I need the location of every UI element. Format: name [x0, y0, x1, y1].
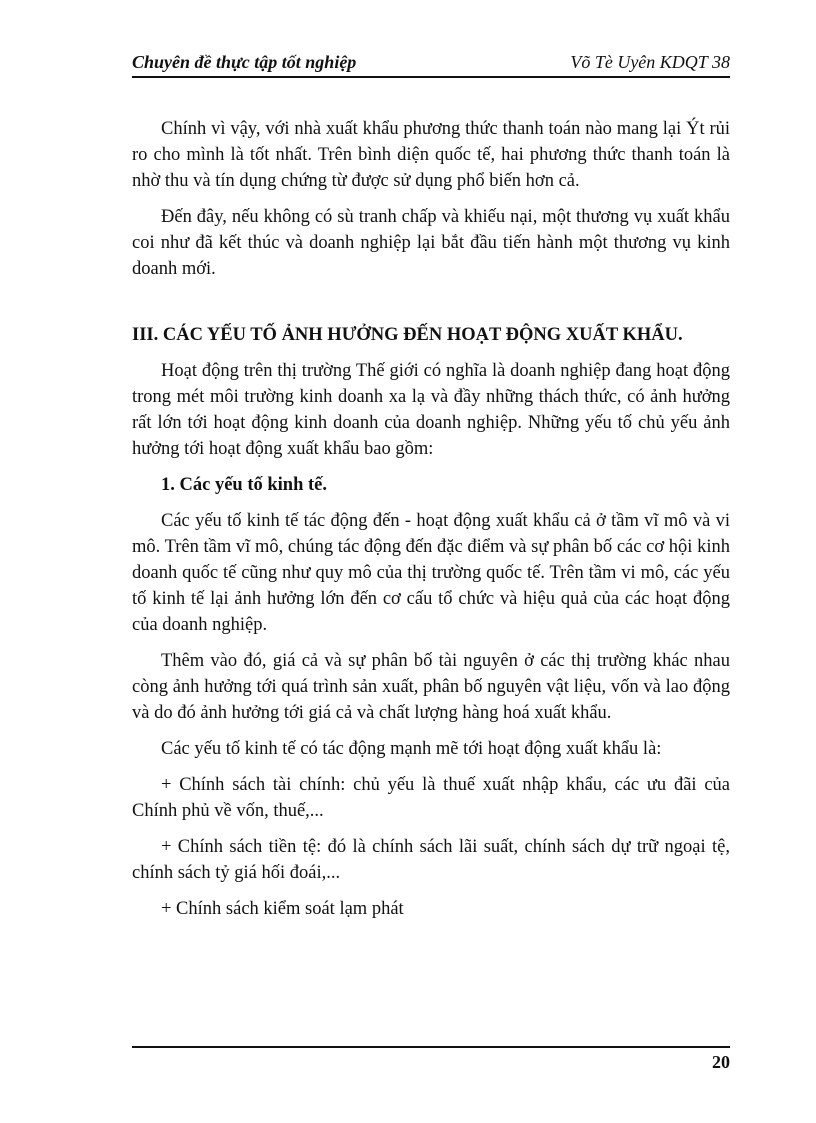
paragraph: Thêm vào đó, giá cả và sự phân bố tài nguyên ở các thị trường khác nhau còng ảnh hưởng tới quá trình sản xuất, phân bố nguyên vật liệu, vốn và lao động và do đó ảnh hưởng tới giá cả và chất lượng hàng hoá xuất khẩu. [132, 651, 730, 723]
header-rule [132, 76, 730, 78]
paragraph: Các yếu tố kinh tế có tác động mạnh mẽ tới hoạt động xuất khẩu là: [161, 739, 662, 759]
document-body [132, 116, 730, 932]
header-title: Chuyên đề thực tập tốt nghiệp [132, 52, 357, 72]
footer-rule [132, 1046, 730, 1048]
paragraph: + Chính sách kiểm soát lạm phát [161, 899, 404, 919]
paragraph: Đến đây, nếu không có sù tranh chấp và khiếu nại, một thương vụ xuất khẩu coi như đã kết thúc và doanh nghiệp lại bắt đầu tiến hành một thương vụ kinh doanh mới. [132, 207, 730, 279]
subheading: 1. Các yếu tố kinh tế. [161, 475, 327, 495]
paragraph: Các yếu tố kinh tế tác động đến - hoạt động xuất khẩu cả ở tầm vĩ mô và vi mô. Trên tầm vĩ mô, chúng tác động đến đặc điểm và sự phân bố các cơ hội kinh doanh quốc tế cũng như quy mô của thị trường quốc tế. Trên tầm vi mô, các yếu tố kinh tế lại ảnh hưởng lớn đến cơ cấu tổ chức và hiệu quả của các hoạt động của doanh nghiệp. [132, 511, 730, 635]
paragraph: + Chính sách tiền tệ: đó là chính sách lãi suất, chính sách dự trữ ngoại tệ, chính sách tỷ giá hối đoái,... [132, 837, 730, 883]
paragraph: Chính vì vậy, với nhà xuất khẩu phương thức thanh toán nào mang lại Ýt rủi ro cho mình là tốt nhất. Trên bình diện quốc tế, hai phương thức thanh toán là nhờ thu và tín dụng chứng từ được sử dụng phổ biến hơn cả. [132, 119, 730, 191]
page-header [132, 50, 730, 78]
page-number: 20 [712, 1052, 730, 1072]
paragraph: + Chính sách tài chính: chủ yếu là thuế xuất nhập khẩu, các ưu đãi của Chính phủ về vốn, thuế,... [132, 775, 730, 821]
section-heading: III. CÁC YẾU TỐ ẢNH HƯỞNG ĐẾN HOẠT ĐỘNG XUẤT KHẨU. [132, 325, 683, 345]
paragraph: Hoạt động trên thị trường Thế giới có nghĩa là doanh nghiệp đang hoạt động trong mét môi trường kinh doanh xa lạ và đầy những thách thức, có ảnh hưởng rất lớn tới hoạt động kinh doanh của doanh nghiệp. Những yếu tố chủ yếu ảnh hưởng tới hoạt động xuất khẩu bao gồm: [132, 361, 730, 459]
header-author: Võ Tè Uyên KDQT 38 [570, 52, 730, 72]
